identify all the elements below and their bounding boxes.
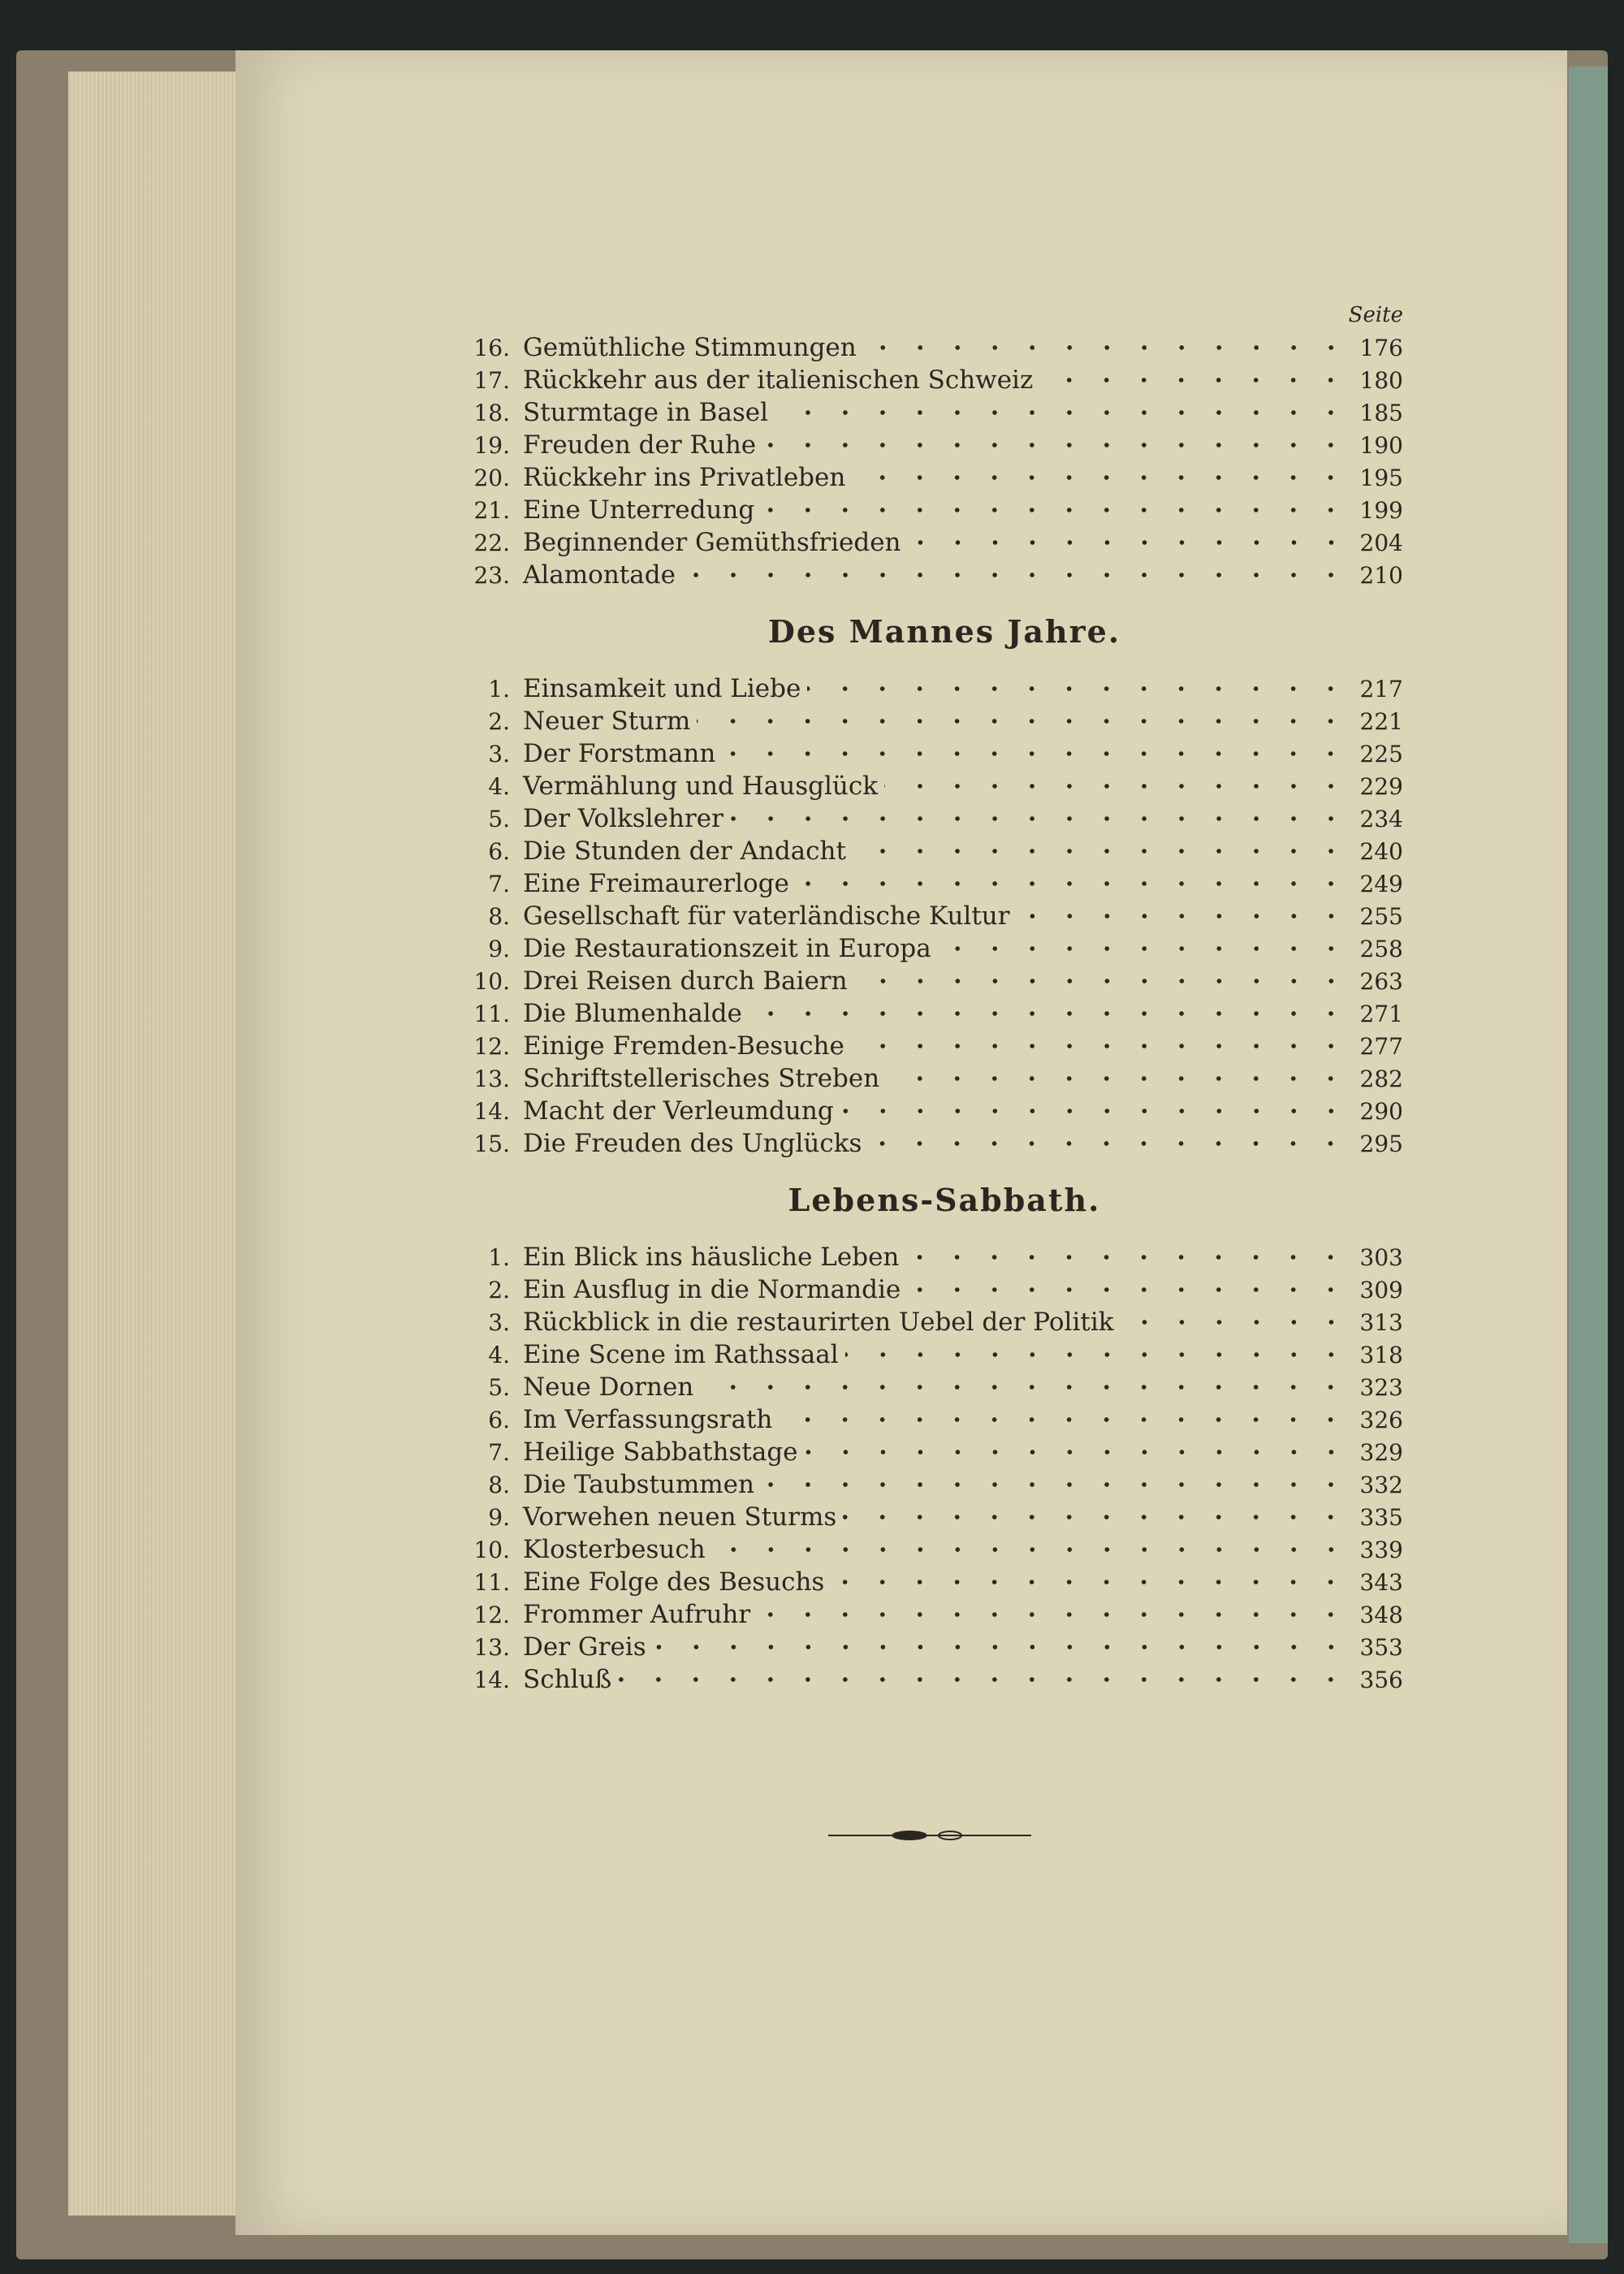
entry-number: 2. — [488, 708, 510, 735]
dot-leader — [908, 539, 1350, 546]
entry-page-number: 313 — [1359, 1309, 1403, 1336]
entry-page-number: 332 — [1359, 1472, 1403, 1498]
entry-page-number: 210 — [1359, 562, 1403, 589]
dot-leader — [1017, 913, 1350, 919]
dot-leader — [757, 1611, 1350, 1618]
entry-number: 1. — [488, 1244, 510, 1271]
dot-leader — [697, 718, 1350, 724]
entry-page-number: 277 — [1359, 1033, 1403, 1060]
entry-page-number: 271 — [1359, 1001, 1403, 1027]
dot-leader — [805, 1449, 1350, 1455]
entry-title: Der Greis — [523, 1632, 646, 1662]
entry-title: Eine Scene im Rathssaal — [523, 1340, 839, 1369]
dot-leader — [775, 409, 1350, 416]
toc-entry — [469, 1403, 1403, 1436]
dot-leader — [905, 1254, 1350, 1260]
entry-number: 10. — [473, 968, 510, 995]
dot-leader — [700, 1384, 1350, 1390]
dot-leader — [853, 848, 1350, 854]
entry-number: 18. — [473, 400, 510, 426]
toc-entry — [469, 1241, 1403, 1273]
entry-number: 14. — [473, 1667, 510, 1693]
dot-leader — [851, 1043, 1350, 1049]
toc-entry — [469, 835, 1403, 867]
entry-title: Gemüthliche Stimmungen — [523, 333, 857, 362]
dot-leader — [845, 1351, 1350, 1358]
entry-page-number: 295 — [1359, 1131, 1403, 1157]
toc-entry — [469, 867, 1403, 900]
entry-page-number: 221 — [1359, 708, 1403, 735]
toc-entry — [469, 737, 1403, 770]
entry-page-number: 204 — [1359, 530, 1403, 556]
entry-number: 8. — [488, 1472, 510, 1498]
entry-title: Heilige Sabbathstage — [523, 1437, 798, 1467]
dot-leader — [854, 978, 1350, 984]
entry-number: 3. — [488, 1309, 510, 1336]
entry-title: Sturmtage in Basel — [523, 398, 769, 427]
entry-page-number: 190 — [1359, 432, 1403, 459]
entry-number: 8. — [488, 903, 510, 930]
entry-number: 17. — [473, 367, 510, 394]
toc-entry — [469, 1030, 1403, 1062]
toc-entry — [469, 1533, 1403, 1566]
entry-number: 13. — [473, 1066, 510, 1092]
section-heading-lebens-sabbath: Lebens-Sabbath. — [788, 1182, 1101, 1218]
entry-title: Die Blumenhalde — [523, 999, 742, 1028]
entry-page-number: 240 — [1359, 838, 1403, 865]
dot-leader — [884, 783, 1350, 789]
dot-leader — [762, 442, 1350, 448]
toc-entry — [469, 1062, 1403, 1095]
entry-title: Eine Folge des Besuchs — [523, 1567, 825, 1597]
toc-section-c — [469, 1241, 1403, 1696]
dot-leader — [761, 1481, 1350, 1488]
dot-leader — [852, 474, 1350, 481]
entry-title: Gesellschaft für vaterländische Kultur — [523, 901, 1010, 931]
entry-number: 6. — [488, 838, 510, 865]
entry-number: 4. — [488, 773, 510, 800]
entry-number: 6. — [488, 1407, 510, 1433]
entry-title: Der Forstmann — [523, 739, 716, 768]
entry-page-number: 343 — [1359, 1569, 1403, 1596]
entry-number: 19. — [473, 432, 510, 459]
entry-title: Neue Dornen — [523, 1373, 694, 1402]
entry-number: 3. — [488, 741, 510, 767]
dot-leader — [779, 1416, 1350, 1423]
entry-page-number: 335 — [1359, 1504, 1403, 1531]
toc-entry — [469, 461, 1403, 494]
entry-number: 10. — [473, 1537, 510, 1563]
toc-entry — [469, 705, 1403, 737]
dot-leader — [938, 945, 1350, 952]
entry-page-number: 249 — [1359, 871, 1403, 897]
entry-title: Vorwehen neuen Sturms — [523, 1502, 837, 1532]
toc-entry — [469, 900, 1403, 932]
dot-leader — [1039, 377, 1350, 383]
entry-number: 9. — [488, 1504, 510, 1531]
entry-number: 22. — [473, 530, 510, 556]
entry-number: 21. — [473, 497, 510, 524]
toc-entry — [469, 1338, 1403, 1371]
entry-title: Eine Freimaurerloge — [523, 869, 789, 898]
entry-page-number: 323 — [1359, 1374, 1403, 1401]
toc-entry — [469, 1273, 1403, 1306]
toc-entry — [469, 1566, 1403, 1598]
entry-page-number: 217 — [1359, 676, 1403, 703]
dot-leader — [761, 507, 1350, 513]
toc-entry — [469, 672, 1403, 705]
toc-entry — [469, 1468, 1403, 1501]
toc-entry — [469, 965, 1403, 997]
entry-page-number: 195 — [1359, 465, 1403, 491]
entry-title: Ein Blick ins häusliche Leben — [523, 1243, 900, 1272]
ornament-divider — [828, 1826, 1031, 1845]
entry-page-number: 185 — [1359, 400, 1403, 426]
page-column-label: Seite — [1348, 303, 1403, 327]
entry-page-number: 353 — [1359, 1634, 1403, 1661]
entry-number: 11. — [473, 1001, 510, 1027]
dot-leader — [843, 1514, 1350, 1520]
dot-leader — [886, 1075, 1350, 1082]
toc-entry — [469, 802, 1403, 835]
entry-title: Alamontade — [523, 560, 676, 590]
entry-number: 1. — [488, 676, 510, 703]
toc-entry — [469, 494, 1403, 526]
dot-leader — [868, 1140, 1350, 1147]
toc-entry — [469, 1095, 1403, 1127]
entry-page-number: 356 — [1359, 1667, 1403, 1693]
entry-title: Die Taubstummen — [523, 1470, 754, 1499]
entry-title: Klosterbesuch — [523, 1535, 706, 1564]
toc-entry — [469, 1598, 1403, 1631]
entry-page-number: 303 — [1359, 1244, 1403, 1271]
toc-part-a — [469, 331, 1403, 591]
entry-page-number: 234 — [1359, 806, 1403, 832]
toc-entry — [469, 429, 1403, 461]
toc-entry — [469, 1436, 1403, 1468]
entry-number: 4. — [488, 1342, 510, 1368]
toc-entry — [469, 526, 1403, 559]
toc-entry — [469, 364, 1403, 396]
dot-leader — [682, 572, 1350, 578]
toc-section-b — [469, 672, 1403, 1160]
entry-number: 13. — [473, 1634, 510, 1661]
table-of-contents — [469, 299, 1403, 1696]
entry-title: Einsamkeit und Liebe — [523, 674, 801, 703]
entry-title: Der Volkslehrer — [523, 804, 723, 833]
entry-title: Die Freuden des Unglücks — [523, 1129, 862, 1158]
entry-title: Schriftstellerisches Streben — [523, 1064, 880, 1093]
dot-leader — [840, 1108, 1350, 1114]
entry-title: Einige Fremden-Besuche — [523, 1031, 844, 1061]
section-heading-mannes-jahre: Des Mannes Jahre. — [767, 613, 1121, 650]
toc-entry — [469, 396, 1403, 429]
entry-title: Macht der Verleumdung — [523, 1096, 834, 1126]
entry-page-number: 348 — [1359, 1602, 1403, 1628]
toc-entry — [469, 932, 1403, 965]
entry-number: 5. — [488, 806, 510, 832]
entry-page-number: 329 — [1359, 1439, 1403, 1466]
entry-number: 7. — [488, 1439, 510, 1466]
entry-page-number: 309 — [1359, 1277, 1403, 1303]
entry-number: 11. — [473, 1569, 510, 1596]
dot-leader — [730, 815, 1350, 822]
entry-title: Rückkehr aus der italienischen Schweiz — [523, 365, 1034, 395]
entry-title: Eine Unterredung — [523, 495, 755, 525]
dot-leader — [907, 1286, 1350, 1293]
toc-entry — [469, 331, 1403, 364]
toc-entry — [469, 997, 1403, 1030]
entry-title: Rückblick in die restaurirten Uebel der Politik — [523, 1308, 1114, 1337]
entry-title: Schluß — [523, 1665, 612, 1694]
toc-entry — [469, 1127, 1403, 1160]
entry-title: Drei Reisen durch Baiern — [523, 966, 848, 996]
entry-number: 7. — [488, 871, 510, 897]
entry-title: Die Restaurationszeit in Europa — [523, 934, 931, 963]
entry-title: Frommer Aufruhr — [523, 1600, 751, 1629]
entry-page-number: 326 — [1359, 1407, 1403, 1433]
toc-entry — [469, 1631, 1403, 1663]
cover-edge — [1569, 67, 1608, 2243]
dot-leader — [807, 685, 1350, 692]
entry-page-number: 258 — [1359, 936, 1403, 962]
entry-number: 12. — [473, 1033, 510, 1060]
entry-page-number: 290 — [1359, 1098, 1403, 1125]
toc-entry — [469, 770, 1403, 802]
entry-number: 20. — [473, 465, 510, 491]
entry-title: Vermählung und Hausglück — [523, 772, 878, 801]
dot-leader — [712, 1546, 1350, 1553]
entry-page-number: 176 — [1359, 335, 1403, 361]
dot-leader — [618, 1676, 1350, 1683]
entry-page-number: 255 — [1359, 903, 1403, 930]
toc-entry — [469, 1501, 1403, 1533]
entry-number: 5. — [488, 1374, 510, 1401]
entry-title: Beginnender Gemüthsfrieden — [523, 528, 901, 557]
entry-number: 12. — [473, 1602, 510, 1628]
dot-leader — [653, 1644, 1350, 1650]
dot-leader — [796, 880, 1350, 887]
entry-page-number: 263 — [1359, 968, 1403, 995]
dot-leader — [749, 1010, 1350, 1017]
entry-title: Die Stunden der Andacht — [523, 837, 846, 866]
entry-number: 14. — [473, 1098, 510, 1125]
toc-entry — [469, 559, 1403, 591]
entry-page-number: 282 — [1359, 1066, 1403, 1092]
entry-number: 2. — [488, 1277, 510, 1303]
dot-leader — [863, 344, 1350, 351]
dot-leader — [831, 1579, 1350, 1585]
toc-entry — [469, 1371, 1403, 1403]
entry-page-number: 318 — [1359, 1342, 1403, 1368]
page-edges — [68, 71, 247, 2216]
entry-page-number: 199 — [1359, 497, 1403, 524]
toc-entry — [469, 1663, 1403, 1696]
entry-page-number: 180 — [1359, 367, 1403, 394]
entry-number: 9. — [488, 936, 510, 962]
entry-number: 15. — [473, 1131, 510, 1157]
entry-page-number: 225 — [1359, 741, 1403, 767]
entry-number: 16. — [473, 335, 510, 361]
toc-entry — [469, 1306, 1403, 1338]
entry-number: 23. — [473, 562, 510, 589]
entry-title: Neuer Sturm — [523, 707, 691, 736]
dot-leader — [722, 750, 1350, 757]
entry-title: Freuden der Ruhe — [523, 430, 757, 460]
dot-leader — [1121, 1319, 1350, 1325]
entry-title: Im Verfassungsrath — [523, 1405, 773, 1434]
entry-title: Ein Ausflug in die Normandie — [523, 1275, 901, 1304]
entry-page-number: 339 — [1359, 1537, 1403, 1563]
entry-title: Rückkehr ins Privatleben — [523, 463, 846, 492]
entry-page-number: 229 — [1359, 773, 1403, 800]
